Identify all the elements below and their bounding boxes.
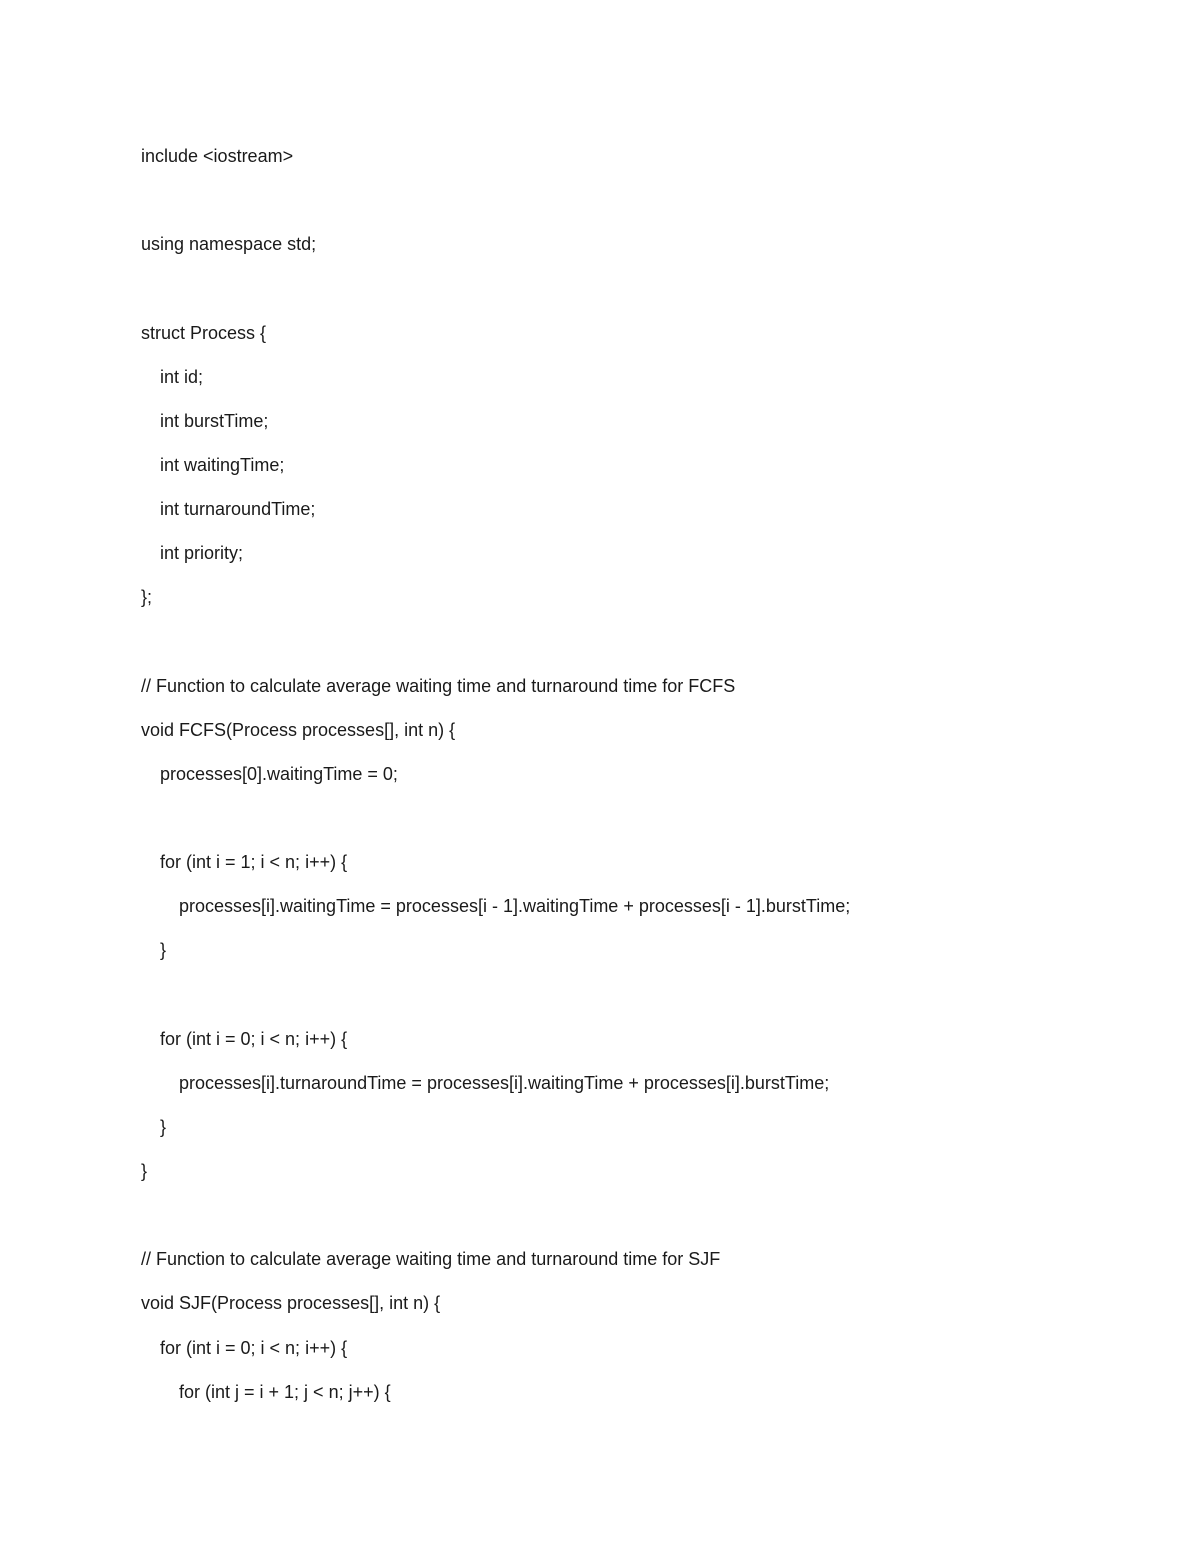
code-line-field-priority: int priority;: [160, 543, 244, 563]
code-line-include: include <iostream>: [141, 146, 294, 166]
code-line-fcfs-waiting-calc: processes[i].waitingTime = processes[i - 1].waitingTime + processes[i - 1].burstTime;: [179, 896, 851, 916]
code-line-fcfs-init: processes[0].waitingTime = 0;: [160, 764, 398, 784]
code-line-field-burst-time: int burstTime;: [160, 411, 269, 431]
code-line-struct-close: };: [141, 587, 153, 607]
code-line-field-turnaround-time: int turnaroundTime;: [160, 499, 316, 519]
code-line-field-id: int id;: [160, 367, 204, 387]
code-line-fcfs-signature: void FCFS(Process processes[], int n) {: [141, 720, 456, 740]
code-line-fcfs-loop2: for (int i = 0; i < n; i++) {: [160, 1029, 348, 1049]
code-line-struct-open: struct Process {: [141, 323, 267, 343]
code-line-fcfs-turnaround-calc: processes[i].turnaroundTime = processes[i].waitingTime + processes[i].burstTime;: [179, 1073, 830, 1093]
code-line-field-waiting-time: int waitingTime;: [160, 455, 285, 475]
code-line-fcfs-loop1-close: }: [160, 940, 167, 960]
code-line-fcfs-close: }: [141, 1161, 148, 1181]
code-comment-sjf: // Function to calculate average waiting time and turnaround time for SJF: [141, 1249, 721, 1269]
code-line-sjf-outer-loop: for (int i = 0; i < n; i++) {: [160, 1338, 348, 1358]
code-line-using-namespace: using namespace std;: [141, 234, 317, 254]
code-comment-fcfs: // Function to calculate average waiting time and turnaround time for FCFS: [141, 676, 736, 696]
code-line-sjf-signature: void SJF(Process processes[], int n) {: [141, 1293, 441, 1313]
code-line-sjf-inner-loop: for (int j = i + 1; j < n; j++) {: [179, 1382, 391, 1402]
code-line-fcfs-loop1: for (int i = 1; i < n; i++) {: [160, 852, 348, 872]
code-line-fcfs-loop2-close: }: [160, 1117, 167, 1137]
